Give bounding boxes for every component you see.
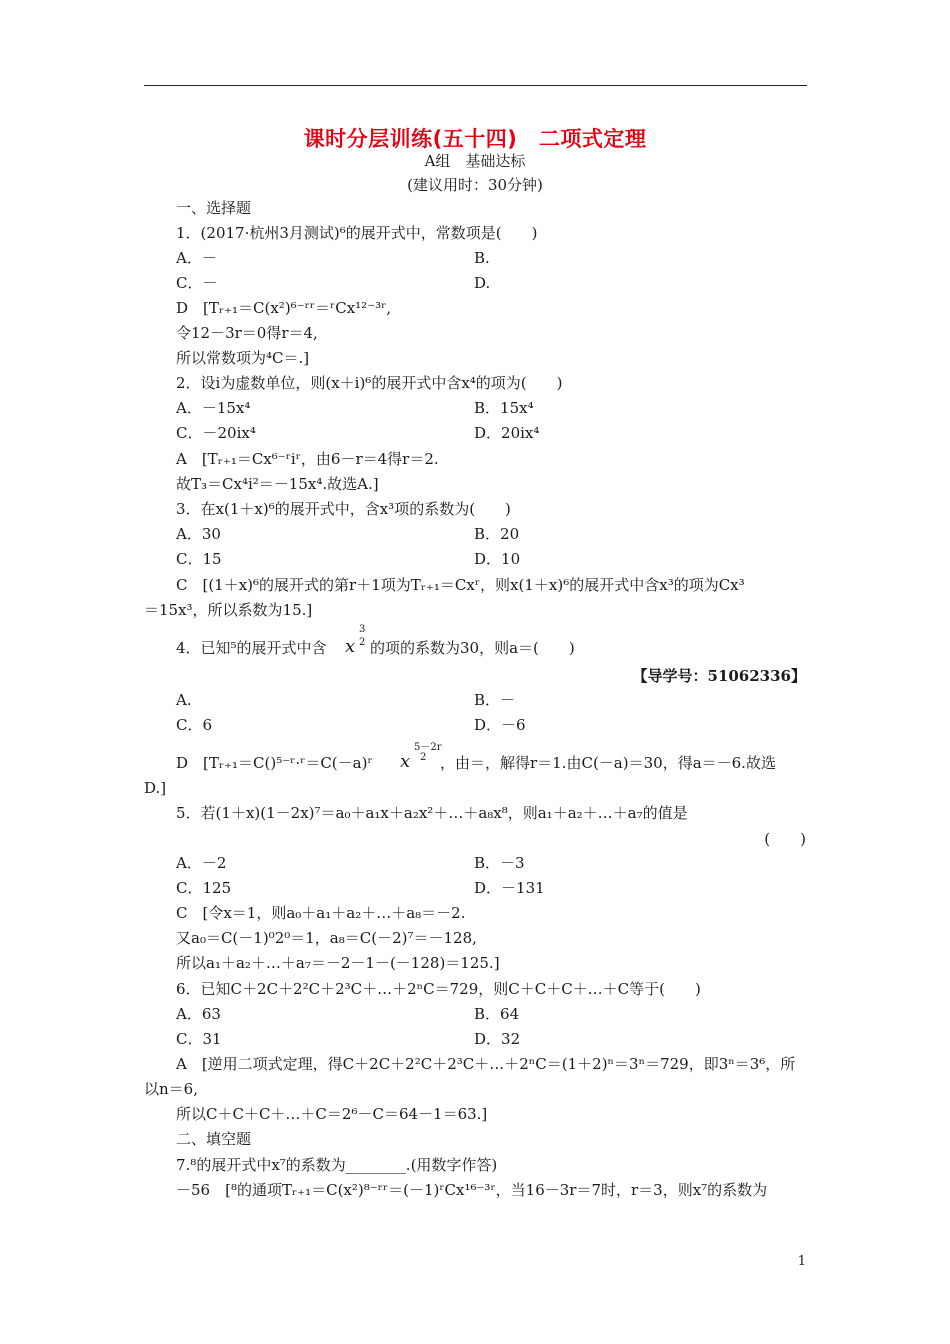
q3-solution-line1: C [(1＋x)⁶的展开式的第r＋1项为Tᵣ₊₁＝Cxʳ，则x(1＋x)⁶的展开式中含x³的项为Cx³ [176, 576, 745, 594]
group-label: A组 基础达标 [424, 152, 526, 170]
q1-solution-line1: D [Tᵣ₊₁＝C(x²)⁶⁻ʳʳ＝ʳCx¹²⁻³ʳ, [176, 299, 392, 317]
q4-solution-x: x [400, 751, 411, 772]
q1-solution-line3: 所以常数项为⁴C＝.] [176, 349, 310, 367]
section-choice-heading: 一、选择题 [176, 199, 252, 217]
q6-solution-line2: 以n＝6, [144, 1080, 198, 1098]
q3-option-c: C．15 [176, 550, 222, 568]
q5-answer-paren: ( ) [764, 830, 806, 848]
section-fill-heading: 二、填空题 [176, 1130, 252, 1148]
q5-stem: 5．若(1＋x)(1－2x)⁷＝a₀＋a₁x＋a₂x²＋…＋a₈x⁸，则a₁＋a₂＋…＋a₇的值是 [176, 804, 688, 822]
q3-option-a: A．30 [176, 525, 221, 543]
q4-exp-denominator: 2 [359, 637, 366, 648]
q3-option-d: D．10 [474, 550, 521, 568]
q2-option-a: A．－15x⁴ [176, 399, 251, 417]
q4-solution-part2: ，由＝，解得r＝1.由C(－a)＝30，得a＝－6.故选 [440, 754, 776, 772]
q3-stem: 3．在x(1＋x)⁶的展开式中，含x³项的系数为( ) [176, 500, 511, 518]
q4-guide-tag: 【导学号：51062336】 [632, 667, 806, 685]
q4-stem-part1: 4．已知⁵的展开式中含 [176, 639, 327, 657]
q1-solution-line2: 令12－3r＝0得r＝4, [176, 324, 318, 342]
q1-option-c: C．－ [176, 274, 218, 292]
q4-option-d: D．－6 [474, 716, 526, 734]
q6-option-a: A．63 [176, 1005, 221, 1023]
q2-option-b: B．15x⁴ [474, 399, 534, 417]
q5-option-a: A．－2 [176, 854, 227, 872]
q4-option-a: A. [176, 691, 192, 709]
q6-stem: 6．已知C＋2C＋2²C＋2³C＋…＋2ⁿC＝729，则C＋C＋C＋…＋C等于( ) [176, 980, 701, 998]
q6-option-c: C．31 [176, 1030, 222, 1048]
q1-stem: 1．(2017·杭州3月测试)⁶的展开式中，常数项是( ) [176, 224, 538, 242]
q4-stem-x: x [345, 636, 356, 657]
q4-exp-numerator: 3 [359, 624, 366, 635]
q2-option-c: C．－20ix⁴ [176, 424, 256, 442]
q2-solution-line1: A [Tᵣ₊₁＝Cx⁶⁻ʳiʳ，由6－r＝4得r＝2. [176, 450, 439, 468]
q2-stem: 2．设i为虚数单位，则(x＋i)⁶的展开式中含x⁴的项为( ) [176, 374, 563, 392]
page-number: 1 [797, 1254, 806, 1269]
q4-solution-exp-denominator: 2 [420, 752, 427, 763]
q4-solution-exp-numerator: 5－2r [414, 742, 442, 753]
q1-option-d: D. [474, 274, 491, 292]
q4-solution-part1: D [Tᵣ₊₁＝C()⁵⁻ʳ·ʳ＝C(－a)ʳ [176, 754, 373, 772]
header-rule [144, 85, 807, 86]
q5-solution-line2: 又a₀＝C(－1)⁰2⁰＝1，a₈＝C(－2)⁷＝－128, [176, 929, 477, 947]
time-note: (建议用时：30分钟) [407, 176, 543, 194]
q4-stem-part2: 的项的系数为30，则a＝( ) [370, 639, 575, 657]
q5-solution-line1: C [令x＝1，则a₀＋a₁＋a₂＋…＋a₈＝－2. [176, 904, 466, 922]
q6-solution-line1: A [逆用二项式定理，得C＋2C＋2²C＋2³C＋…＋2ⁿC＝(1＋2)ⁿ＝3ⁿ＝729，即3ⁿ＝3⁶，所 [176, 1055, 796, 1073]
q4-option-c: C．6 [176, 716, 213, 734]
q6-solution-line3: 所以C＋C＋C＋…＋C＝2⁶－C＝64－1＝63.] [176, 1105, 488, 1123]
q6-option-d: D．32 [474, 1030, 521, 1048]
q2-option-d: D．20ix⁴ [474, 424, 540, 442]
q5-option-d: D．－131 [474, 879, 545, 897]
q7-stem: 7.⁸的展开式中x⁷的系数为________.(用数字作答) [176, 1156, 498, 1174]
q7-solution-line1: －56 [⁸的通项Tᵣ₊₁＝C(x²)⁸⁻ʳʳ＝(－1)ʳCx¹⁶⁻³ʳ，当16－3r＝7时，r＝3，则x⁷的系数为 [176, 1181, 768, 1199]
q3-option-b: B．20 [474, 525, 520, 543]
q5-solution-line3: 所以a₁＋a₂＋…＋a₇＝－2－1－(－128)＝125.] [176, 954, 500, 972]
q1-option-b: B. [474, 249, 490, 267]
q2-solution-line2: 故T₃＝Cx⁴i²＝－15x⁴.故选A.] [176, 475, 379, 493]
page-title: 课时分层训练(五十四) 二项式定理 [303, 127, 647, 151]
q4-option-b: B．－ [474, 691, 516, 709]
q1-option-a: A．－ [176, 249, 217, 267]
q3-solution-line2: ＝15x³，所以系数为15.] [144, 601, 313, 619]
q4-solution-line2: D.] [144, 779, 167, 797]
q6-option-b: B．64 [474, 1005, 520, 1023]
q5-option-c: C．125 [176, 879, 232, 897]
q5-option-b: B．－3 [474, 854, 525, 872]
